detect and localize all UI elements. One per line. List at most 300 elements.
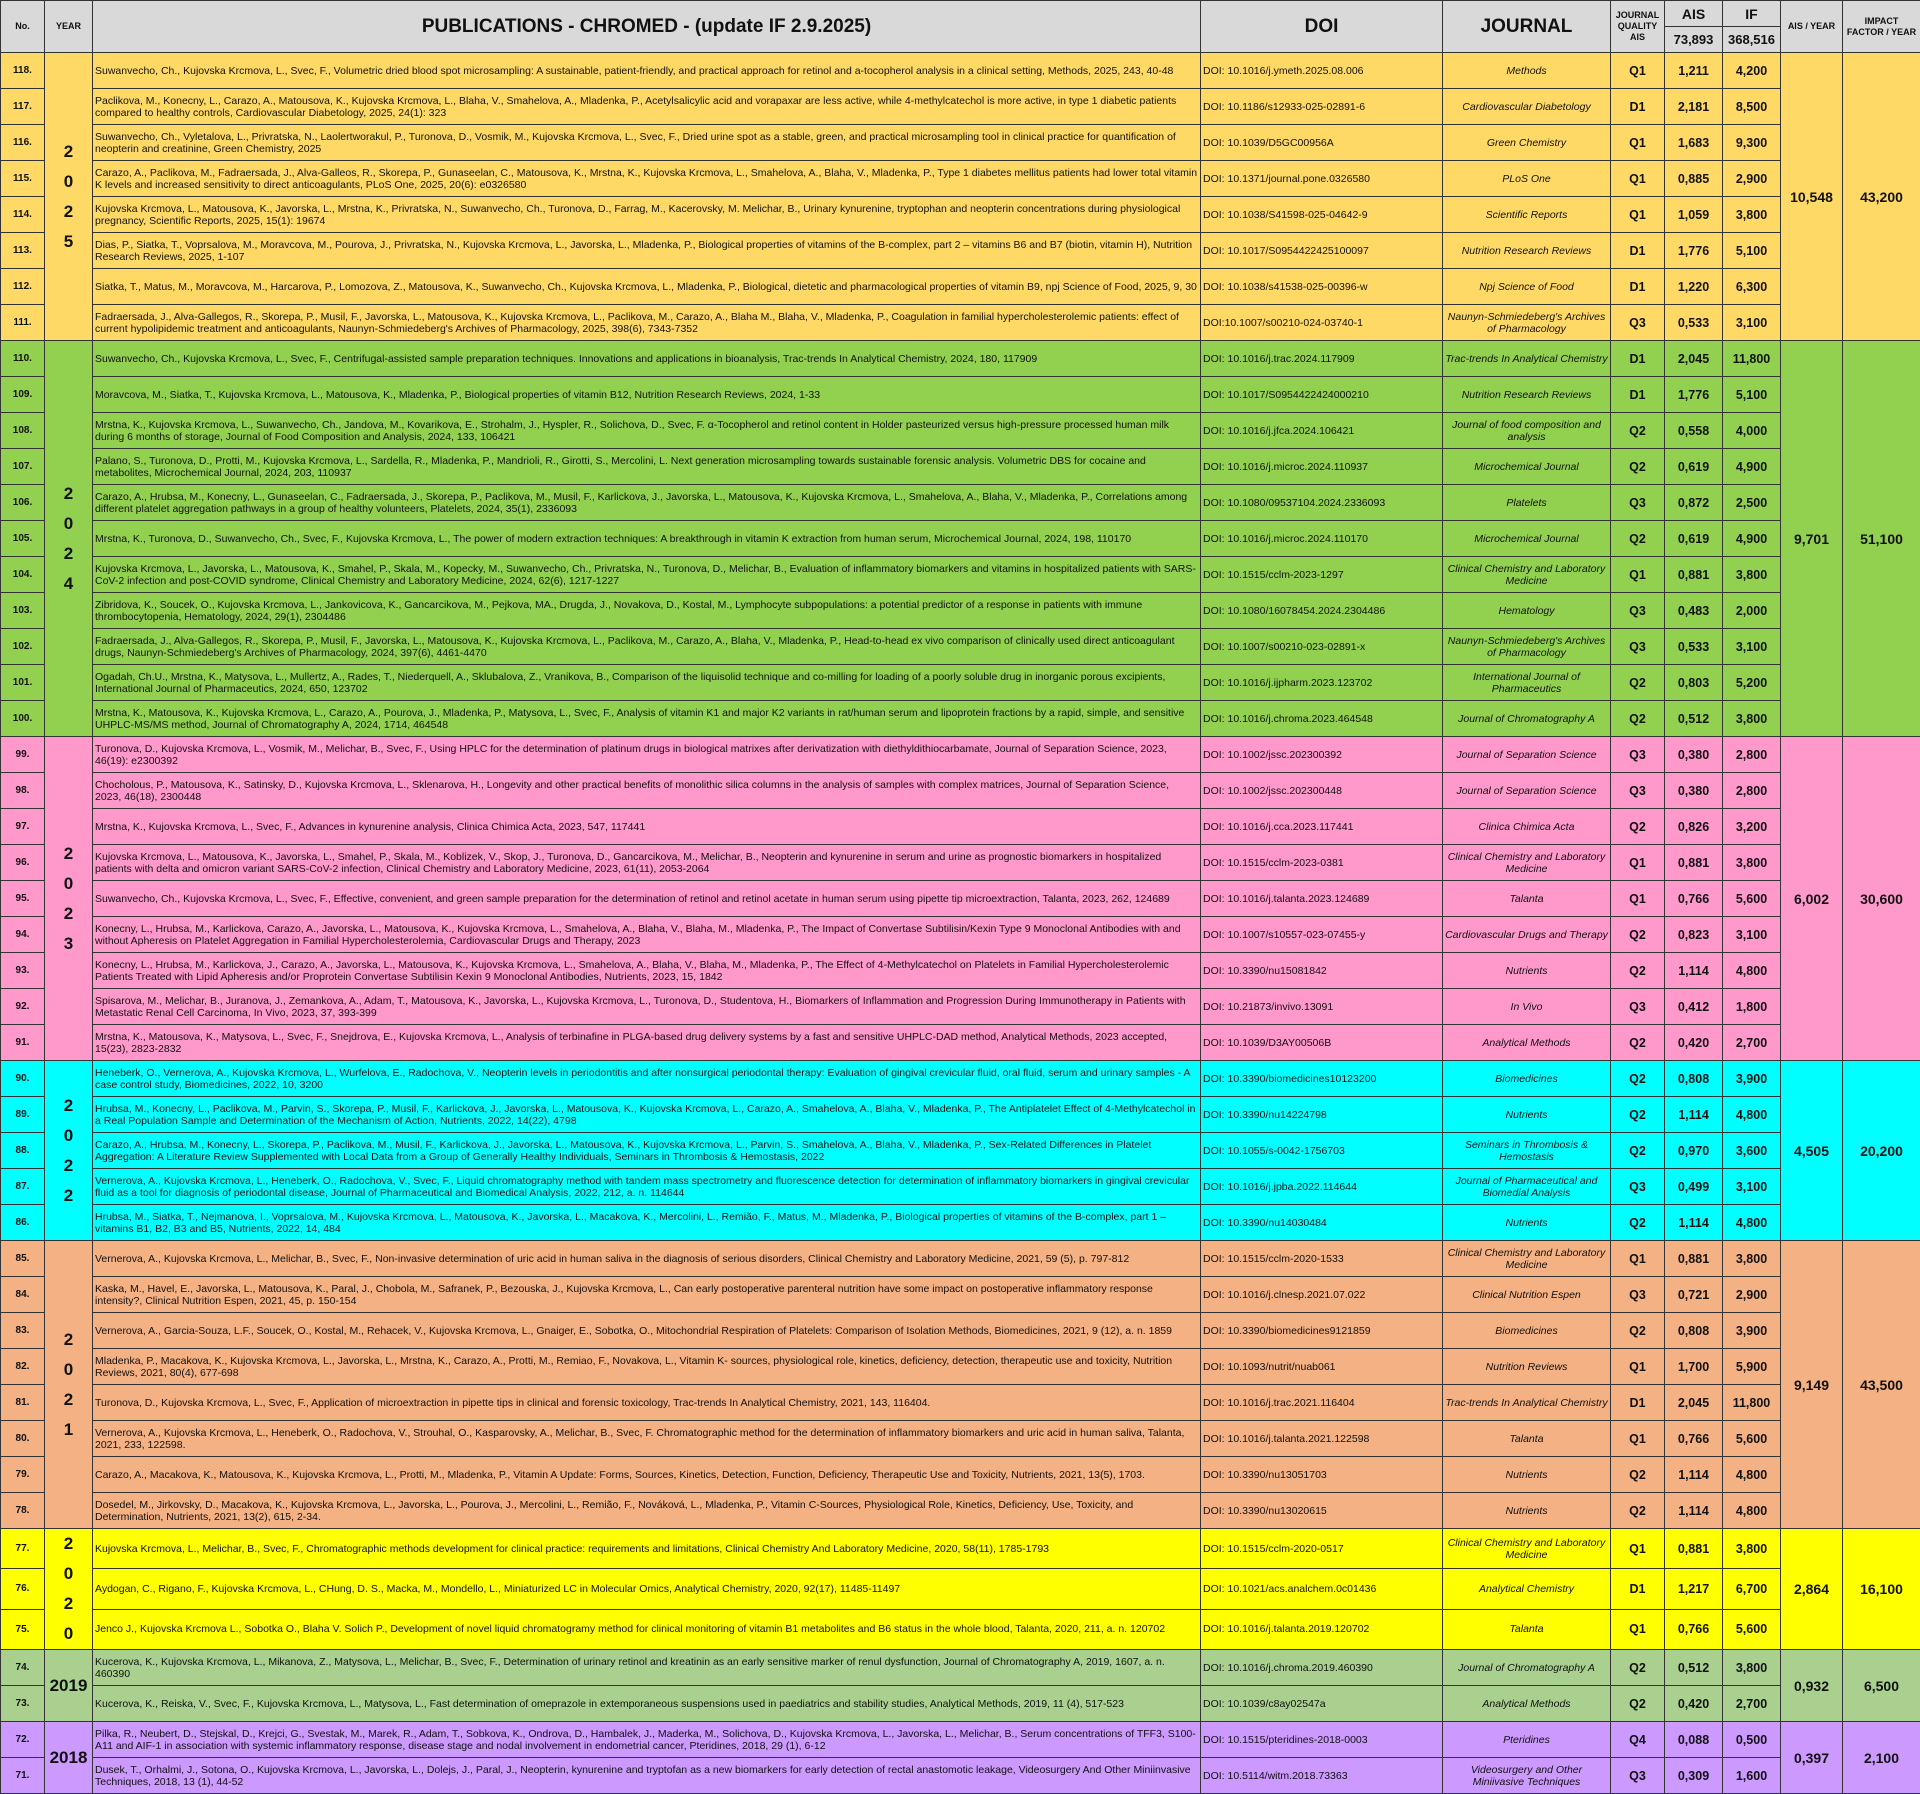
year-digit: 2 xyxy=(47,1529,90,1559)
journal-cell: Clinical Chemistry and Laboratory Medicine xyxy=(1443,557,1611,593)
publication-row xyxy=(1,629,1920,665)
doi-cell: DOI: 10.1515/cclm-2023-1297 xyxy=(1201,557,1443,593)
doi-cell: DOI: 10.1080/09537104.2024.2336093 xyxy=(1201,485,1443,521)
publication-row xyxy=(1,737,1920,773)
quality-cell: Q1 xyxy=(1611,1349,1665,1385)
publication-row xyxy=(1,233,1920,269)
publication-reference: Suwanvecho, Ch., Kujovska Krcmova, L., Svec, F., Centrifugal-assisted sample preparation techniques. Innovations and applications in bioanalysis, Trac-trends In Analytical Chemistry, 2024, 180, 117909 xyxy=(93,341,1201,377)
ais-cell: 0,512 xyxy=(1665,1650,1723,1686)
doi-cell: DOI: 10.1002/jssc.202300392 xyxy=(1201,737,1443,773)
journal-cell: Naunyn-Schmiedeberg's Archives of Pharmacology xyxy=(1443,629,1611,665)
publication-reference: Dias, P., Siatka, T., Voprsalova, M., Moravcova, M., Pourova, J., Privratska, N., Kujovska Krcmova, L., Javorska, L., Mladenka, P., Biological properties of vitamins of the B-complex, part 2 – vitamins B6 and B7 (biotin, vitamin H), Nutrition Research Reviews, 2025, 1-107 xyxy=(93,233,1201,269)
ais-cell: 0,881 xyxy=(1665,557,1723,593)
if-cell: 3,800 xyxy=(1723,1529,1781,1569)
quality-cell: D1 xyxy=(1611,341,1665,377)
publication-reference: Turonova, D., Kujovska Krcmova, L., Vosmik, M., Melichar, B., Svec, F., Using HPLC for the determination of platinum drugs in biological matrixes after derivatization with diethyldithiocarbamate, Journal of Separation Science, 2023, 46(19): e2300392 xyxy=(93,737,1201,773)
year-digit: 0 xyxy=(47,1559,90,1589)
if-cell: 3,100 xyxy=(1723,629,1781,665)
publication-row xyxy=(1,377,1920,413)
row-number: 117. xyxy=(1,89,45,125)
quality-cell: Q2 xyxy=(1611,1686,1665,1722)
publication-row xyxy=(1,269,1920,305)
row-number: 88. xyxy=(1,1133,45,1169)
doi-cell: DOI: 10.21873/invivo.13091 xyxy=(1201,989,1443,1025)
row-number: 106. xyxy=(1,485,45,521)
year-cell xyxy=(45,1722,93,1794)
publication-reference: Zibridova, K., Soucek, O., Kujovska Krcmova, L., Jankovicova, K., Gancarcikova, M., Pejkova, MA., Drugda, J., Novakova, D., Kostal, M., Lymphocyte subpopulations: a potential predictor of a response in patients with immune thrombocytopenia, Hematology, 2024, 29(1), 2304486 xyxy=(93,593,1201,629)
doi-cell: DOI: 10.3390/nu14030484 xyxy=(1201,1205,1443,1241)
year-digit: 2 xyxy=(47,1151,90,1181)
ais-per-year: 10,548 xyxy=(1781,53,1843,341)
publication-reference: Kujovska Krcmova, L., Javorska, L., Matousova, K., Smahel, P., Skala, M., Kopecky, M., Suwanvecho, Ch., Privratska, N., Turonova, D., Melichar, B., Evaluation of inflammatory biomarkers and vitamins in hospitalized patients with SARS-CoV-2 infection and post-COVID syndrome, Clinical Chemistry and Laboratory Medicine, 2024, 62(6), 1217-1227 xyxy=(93,557,1201,593)
publication-reference: Mrstna, K., Kujovska Krcmova, L., Suwanvecho, Ch., Jandova, M., Kovarikova, E., Strohalm, J., Hyspler, R., Solichova, D., Svec, F. α-Tocopherol and retinol content in Holder pasteurized versus high-pressure processed human milk during 6 months of storage, Journal of Food Composition and Analysis, 2024, 133, 106421 xyxy=(93,413,1201,449)
ais-cell: 0,721 xyxy=(1665,1277,1723,1313)
journal-cell: Biomedicines xyxy=(1443,1061,1611,1097)
impact-factor-per-year: 20,200 xyxy=(1843,1061,1920,1241)
year-digit: 2 xyxy=(47,1589,90,1619)
journal-cell: Nutrients xyxy=(1443,1457,1611,1493)
year-digit: 2 xyxy=(47,539,90,569)
publication-reference: Paclikova, M., Konecny, L., Carazo, A., Matousova, K., Kujovska Krcmova, L., Blaha, V., Smahelova, A., Mladenka, P., Acetylsalicylic acid and vorapaxar are less active, while 4-methylcatechol is more active, in type 1 diabetic patients compared to healthy controls, Cardiovascular Diabetology, 2025, 24(1): 323 xyxy=(93,89,1201,125)
year-cell xyxy=(45,1529,93,1650)
if-cell: 4,200 xyxy=(1723,53,1781,89)
if-cell: 6,300 xyxy=(1723,269,1781,305)
journal-cell: Nutrients xyxy=(1443,1493,1611,1529)
journal-cell: Nutrition Reviews xyxy=(1443,1349,1611,1385)
ais-cell: 0,823 xyxy=(1665,917,1723,953)
publication-reference: Mrstna, K., Kujovska Krcmova, L., Svec, F., Advances in kynurenine analysis, Clinica Chimica Acta, 2023, 547, 117441 xyxy=(93,809,1201,845)
if-cell: 3,800 xyxy=(1723,1241,1781,1277)
ais-cell: 1,776 xyxy=(1665,233,1723,269)
ais-cell: 0,309 xyxy=(1665,1758,1723,1794)
if-cell: 3,800 xyxy=(1723,1650,1781,1686)
if-cell: 4,800 xyxy=(1723,1493,1781,1529)
publication-row xyxy=(1,1529,1920,1569)
row-number: 103. xyxy=(1,593,45,629)
row-number: 116. xyxy=(1,125,45,161)
publication-reference: Konecny, L., Hrubsa, M., Karlickova, J., Carazo, A., Javorska, L., Matousova, K., Kujovska Krcmova, L., Smahelova, A., Blaha, V., Blaha, M., Mladenka, P., The Effect of 4-Methylcatechol on Platelets in Familial Hypercholesterolemic Patients Treated with Lipid Apheresis and/or Proprotein Convertase Subtilisin Kexin 9 Monoclonal Antibodies, Nutrients, 2023, 15, 1842 xyxy=(93,953,1201,989)
year-digit: 0 xyxy=(47,509,90,539)
publication-row xyxy=(1,1569,1920,1609)
if-cell: 2,000 xyxy=(1723,593,1781,629)
publication-row xyxy=(1,521,1920,557)
ais-cell: 2,181 xyxy=(1665,89,1723,125)
year-digit: 5 xyxy=(47,227,90,257)
ais-cell: 0,808 xyxy=(1665,1313,1723,1349)
doi-cell: DOI: 10.1016/j.chroma.2023.464548 xyxy=(1201,701,1443,737)
publication-reference: Mrstna, K., Matousova, K., Kujovska Krcmova, L., Carazo, A., Pourova, J., Mladenka, P., Matysova, L., Svec, F., Analysis of vitamin K1 and major K2 variants in rat/human serum and lipoprotein fractions by a rapid, simple, and sensitive UHPLC-MS/MS method, Journal of Chromatography A, 2024, 1714, 464548 xyxy=(93,701,1201,737)
publication-row xyxy=(1,1205,1920,1241)
if-cell: 3,900 xyxy=(1723,1061,1781,1097)
quality-cell: Q3 xyxy=(1611,629,1665,665)
ais-cell: 0,826 xyxy=(1665,809,1723,845)
year-digit: 0 xyxy=(47,1121,90,1151)
year-cell xyxy=(45,1241,93,1529)
if-cell: 9,300 xyxy=(1723,125,1781,161)
doi-cell: DOI: 10.3390/nu15081842 xyxy=(1201,953,1443,989)
publication-row xyxy=(1,1457,1920,1493)
if-cell: 4,900 xyxy=(1723,521,1781,557)
doi-cell: DOI: 10.1039/D5GC00956A xyxy=(1201,125,1443,161)
if-cell: 4,800 xyxy=(1723,953,1781,989)
publication-reference: Konecny, L., Hrubsa, M., Karlickova, Carazo, A., Javorska, L., Matousova, K., Kujovska Krcmova, L., Smahelova, A., Blaha, V., Blaha, M., Mladenka, P., The Impact of Convertase Subtilisin/Kexin Type 9 Monoclonal Antibodies with and without Apheresis on Platelet Aggregation in Familial Hypercholesterolemia, Cardiovascular Drugs and Therapy, 2023 xyxy=(93,917,1201,953)
quality-cell: D1 xyxy=(1611,89,1665,125)
row-number: 85. xyxy=(1,1241,45,1277)
quality-cell: Q2 xyxy=(1611,1650,1665,1686)
if-cell: 4,800 xyxy=(1723,1205,1781,1241)
publication-reference: Turonova, D., Kujovska Krcmova, L., Svec, F., Application of microextraction in pipette tips in clinical and forensic toxicology, Trac-trends In Analytical Chemistry, 2021, 143, 116404. xyxy=(93,1385,1201,1421)
row-number: 73. xyxy=(1,1686,45,1722)
ais-cell: 1,114 xyxy=(1665,1097,1723,1133)
publication-reference: Suwanvecho, Ch., Vyletalova, L., Privratska, N., Laolertworakul, P., Turonova, D., Vosmik, M., Kujovska Krcmova, L., Svec, F., Dried urine spot as a stable, green, and practical microsampling tool in clinical practice for quantification of neopterin and creatinine, Green Chemistry, 2025 xyxy=(93,125,1201,161)
journal-cell: International Journal of Pharmaceutics xyxy=(1443,665,1611,701)
quality-cell: Q1 xyxy=(1611,1529,1665,1569)
if-cell: 2,700 xyxy=(1723,1025,1781,1061)
ais-cell: 0,619 xyxy=(1665,521,1723,557)
if-cell: 5,100 xyxy=(1723,377,1781,413)
ais-cell: 1,114 xyxy=(1665,1457,1723,1493)
doi-cell: DOI: 10.3390/nu13051703 xyxy=(1201,1457,1443,1493)
quality-cell: D1 xyxy=(1611,269,1665,305)
row-number: 114. xyxy=(1,197,45,233)
doi-cell: DOI: 10.1016/j.jfca.2024.106421 xyxy=(1201,413,1443,449)
year-digit: 2 xyxy=(47,1181,90,1211)
publication-reference: Carazo, A., Macakova, K., Matousova, K., Kujovska Krcmova, L., Protti, M., Mladenka, P., Vitamin A Update: Forms, Sources, Kinetics, Detection, Function, Deficiency, Therapeutic Use and Toxicity, Nutrients, 2021, 13(5), 1703. xyxy=(93,1457,1201,1493)
row-number: 79. xyxy=(1,1457,45,1493)
row-number: 78. xyxy=(1,1493,45,1529)
doi-cell: DOI: 10.1016/j.talanta.2023.124689 xyxy=(1201,881,1443,917)
row-number: 118. xyxy=(1,53,45,89)
publication-row xyxy=(1,485,1920,521)
publication-reference: Heneberk, O., Vernerova, A., Kujovska Krcmova, L., Wurfelova, E., Radochova, V., Neopterin levels in periodontitis and after nonsurgical periodontal therapy: Evaluation of gingival crevicular fluid, oral fluid, serum and urinary samples - A case control study, Biomedicines, 2022, 10, 3200 xyxy=(93,1061,1201,1097)
year-digit: 0 xyxy=(47,869,90,899)
publication-row xyxy=(1,1025,1920,1061)
ais-cell: 1,683 xyxy=(1665,125,1723,161)
doi-cell: DOI: 10.3390/biomedicines9121859 xyxy=(1201,1313,1443,1349)
journal-cell: Nutrition Research Reviews xyxy=(1443,233,1611,269)
header-ais-year: AIS / YEAR xyxy=(1781,1,1843,53)
ais-cell: 2,045 xyxy=(1665,341,1723,377)
ais-cell: 0,881 xyxy=(1665,1529,1723,1569)
quality-cell: Q1 xyxy=(1611,125,1665,161)
publication-reference: Mrstna, K., Turonova, D., Suwanvecho, Ch., Svec, F., Kujovska Krcmova, L., The power of modern extraction techniques: A breakthrough in vitamin K extraction from human serum, Microchemical Journal, 2024, 198, 110170 xyxy=(93,521,1201,557)
publication-reference: Vernerova, A., Kujovska Krcmova, L., Melichar, B., Svec, F., Non-invasive determination of uric acid in human saliva in the diagnosis of serious disorders, Clinical Chemistry and Laboratory Medicine, 2021, 59 (5), p. 797-812 xyxy=(93,1241,1201,1277)
quality-cell: Q1 xyxy=(1611,197,1665,233)
journal-cell: Journal of Separation Science xyxy=(1443,773,1611,809)
journal-cell: Clinica Chimica Acta xyxy=(1443,809,1611,845)
journal-cell: Nutrients xyxy=(1443,953,1611,989)
header-if: IF xyxy=(1723,1,1781,27)
publication-reference: Ogadah, Ch.U., Mrstna, K., Matysova, L., Mullertz, A., Rades, T., Niederquell, A., Sklubalova, Z., Vranikova, B., Comparison of the liquisolid technique and co-milling for loading of a poorly soluble drug in inorganic porous excipients, International Journal of Pharmaceutics, 2024, 650, 123702 xyxy=(93,665,1201,701)
quality-cell: Q2 xyxy=(1611,953,1665,989)
publication-row xyxy=(1,413,1920,449)
doi-cell: DOI: 10.3390/nu13020615 xyxy=(1201,1493,1443,1529)
ais-cell: 0,380 xyxy=(1665,737,1723,773)
publications-body xyxy=(1,53,1920,1794)
row-number: 99. xyxy=(1,737,45,773)
row-number: 108. xyxy=(1,413,45,449)
row-number: 82. xyxy=(1,1349,45,1385)
ais-cell: 0,970 xyxy=(1665,1133,1723,1169)
publication-reference: Carazo, A., Hrubsa, M., Konecny, L., Skorepa, P., Paclikova, M., Musil, F., Karlickova, J., Javorska, L., Matousova, K., Kujovska Krcmova, L., Parvin, S., Smahelova, A., Blaha, V., Mladenka, P., Sex-Related Differences in Platelet Aggregation: A Literature Review Supplemented with Local Data from a Group of Generally Healthy Individuals, Seminars in Thrombosis & Hemostasis, 2022 xyxy=(93,1133,1201,1169)
quality-cell: Q3 xyxy=(1611,485,1665,521)
ais-cell: 0,885 xyxy=(1665,161,1723,197)
publication-row xyxy=(1,881,1920,917)
quality-cell: Q2 xyxy=(1611,413,1665,449)
doi-cell: DOI: 10.1038/s41538-025-00396-w xyxy=(1201,269,1443,305)
publication-reference: Mrstna, K., Matousova, K., Matysova, L., Svec, F., Snejdrova, E., Kujovska Krcmova, L., Analysis of terbinafine in PLGA-based drug delivery systems by a fast and sensitive UHPLC-DAD method, Analytical Methods, 2023 accepted, 15(23), 2823-2832 xyxy=(93,1025,1201,1061)
journal-cell: Biomedicines xyxy=(1443,1313,1611,1349)
doi-cell: DOI: 10.1016/j.chroma.2019.460390 xyxy=(1201,1650,1443,1686)
ais-cell: 0,512 xyxy=(1665,701,1723,737)
row-number: 90. xyxy=(1,1061,45,1097)
row-number: 76. xyxy=(1,1569,45,1609)
ais-cell: 0,483 xyxy=(1665,593,1723,629)
publication-row xyxy=(1,917,1920,953)
publication-reference: Siatka, T., Matus, M., Moravcova, M., Harcarova, P., Lomozova, Z., Matousova, K., Suwanvecho, Ch., Kujovska Krcmova, L., Mladenka, P., Biological, dietetic and pharmacological properties of vitamin B9, npj Science of Food, 2025, 9, 30 xyxy=(93,269,1201,305)
ais-cell: 1,217 xyxy=(1665,1569,1723,1609)
publication-reference: Vernerova, A., Kujovska Krcmova, L., Heneberk, O., Radochova, V., Svec, F., Liquid chromatography method with tandem mass spectrometry and fluorescence detection for determination of inflammatory biomarkers in gingival crevicular fluid as a tool for diagnosis of periodontal disease, Journal of Pharmaceutical and Biomedical Analysis, 2022, 212, a. n. 114644 xyxy=(93,1169,1201,1205)
if-cell: 8,500 xyxy=(1723,89,1781,125)
if-cell: 5,900 xyxy=(1723,1349,1781,1385)
publication-row xyxy=(1,845,1920,881)
ais-per-year: 6,002 xyxy=(1781,737,1843,1061)
header-year: YEAR xyxy=(45,1,93,53)
publication-reference: Palano, S., Turonova, D., Protti, M., Kujovska Krcmova, L., Sardella, R., Mladenka, P., Mandrioli, R., Girotti, S., Mercolini, L. Next generation microsampling towards sustainable forensic analysis. Volumetric DBS for cocaine and metabolites, Microchemical Journal, 2024, 203, 110937 xyxy=(93,449,1201,485)
journal-cell: Npj Science of Food xyxy=(1443,269,1611,305)
publication-reference: Hrubsa, M., Siatka, T., Nejmanova, I., Voprsalova, M., Kujovska Krcmova, L., Matousova, K., Javorska, L., Macakova, K., Mercolini, L., Remião, F., Matus, M., Mladenka, P., Biological properties of vitamins of the B-complex, part 1 – vitamins B1, B2, B3 and B5, Nutrients, 2022, 14, 484 xyxy=(93,1205,1201,1241)
year-digit: 0 xyxy=(47,1355,90,1385)
publication-row xyxy=(1,125,1920,161)
publication-reference: Mladenka, P., Macakova, K., Kujovska Krcmova, L., Javorska, L., Mrstna, K., Carazo, A., Protti, M., Remiao, F., Novakova, L., Vitamin K- sources, physiological role, kinetics, deficiency, detection, therapeutic use and toxicity, Nutrition Reviews, 2021, 80(4), 677-698 xyxy=(93,1349,1201,1385)
doi-cell: DOI: 10.1017/S0954422425100097 xyxy=(1201,233,1443,269)
quality-cell: Q3 xyxy=(1611,305,1665,341)
journal-cell: Journal of Chromatography A xyxy=(1443,701,1611,737)
if-cell: 3,900 xyxy=(1723,1313,1781,1349)
if-cell: 11,800 xyxy=(1723,1385,1781,1421)
doi-cell: DOI: 10.1016/j.clnesp.2021.07.022 xyxy=(1201,1277,1443,1313)
doi-cell: DOI: 10.1002/jssc.202300448 xyxy=(1201,773,1443,809)
journal-cell: Hematology xyxy=(1443,593,1611,629)
if-cell: 11,800 xyxy=(1723,341,1781,377)
publication-row xyxy=(1,1385,1920,1421)
publication-reference: Dusek, T., Orhalmi, J., Sotona, O., Kujovska Krcmova, L., Javorska, L., Dolejs, J., Paral, J., Neopterin, kynurenine and tryptofan as a new biomarkers for early detection of rectal anastomotic leakage, Videosurgery And Other Miniinvasive Techniques, 2018, 13 (1), 44-52 xyxy=(93,1758,1201,1794)
quality-cell: Q2 xyxy=(1611,809,1665,845)
row-number: 96. xyxy=(1,845,45,881)
journal-cell: Clinical Chemistry and Laboratory Medicine xyxy=(1443,1241,1611,1277)
ais-cell: 0,872 xyxy=(1665,485,1723,521)
year-cell xyxy=(45,341,93,737)
if-cell: 6,700 xyxy=(1723,1569,1781,1609)
if-cell: 2,800 xyxy=(1723,773,1781,809)
if-cell: 3,600 xyxy=(1723,1133,1781,1169)
publication-row xyxy=(1,1061,1920,1097)
row-number: 75. xyxy=(1,1609,45,1649)
doi-cell: DOI: 10.1021/acs.analchem.0c01436 xyxy=(1201,1569,1443,1609)
publication-row xyxy=(1,1493,1920,1529)
header-impact-year: IMPACT FACTOR / YEAR xyxy=(1843,1,1920,53)
quality-cell: Q4 xyxy=(1611,1722,1665,1758)
row-number: 113. xyxy=(1,233,45,269)
publication-reference: Carazo, A., Hrubsa, M., Konecny, L., Gunaseelan, C., Fadraersada, J., Skorepa, P., Paclikova, M., Musil, F., Karlickova, J., Javorska, L., Matousova, K., Kujovska Krcmova, L., Smahelova, A., Blaha, V., Mladenka, P., Correlations among different platelet aggregation pathways in a group of healthy volunteers, Platelets, 2024, 35(1), 2336093 xyxy=(93,485,1201,521)
year-digit: 4 xyxy=(47,569,90,599)
row-number: 80. xyxy=(1,1421,45,1457)
journal-cell: Microchemical Journal xyxy=(1443,449,1611,485)
ais-per-year: 0,397 xyxy=(1781,1722,1843,1794)
if-cell: 4,900 xyxy=(1723,449,1781,485)
ais-cell: 0,766 xyxy=(1665,1421,1723,1457)
if-cell: 5,600 xyxy=(1723,881,1781,917)
impact-factor-per-year: 16,100 xyxy=(1843,1529,1920,1650)
year-digit: 2 xyxy=(47,839,90,869)
if-cell: 1,600 xyxy=(1723,1758,1781,1794)
ais-cell: 0,499 xyxy=(1665,1169,1723,1205)
doi-cell: DOI: 10.1515/cclm-2023-0381 xyxy=(1201,845,1443,881)
if-cell: 4,000 xyxy=(1723,413,1781,449)
journal-cell: Platelets xyxy=(1443,485,1611,521)
publication-row xyxy=(1,989,1920,1025)
publication-reference: Vernerova, A., Garcia-Souza, L.F., Soucek, O., Kostal, M., Rehacek, V., Kujovska Krcmova, L., Gnaiger, E., Sobotka, O., Mitochondrial Respiration of Platelets: Comparison of Isolation Methods, Biomedicines, 2021, 9 (12), a. n. 1859 xyxy=(93,1313,1201,1349)
doi-cell: DOI: 10.1016/j.trac.2021.116404 xyxy=(1201,1385,1443,1421)
quality-cell: Q2 xyxy=(1611,449,1665,485)
doi-cell: DOI: 10.1186/s12933-025-02891-6 xyxy=(1201,89,1443,125)
journal-cell: Videosurgery and Other Miniivasive Techniques xyxy=(1443,1758,1611,1794)
header-if-total: 368,516 xyxy=(1723,27,1781,53)
doi-cell: DOI: 10.1515/cclm-2020-0517 xyxy=(1201,1529,1443,1569)
doi-cell: DOI: 10.1016/j.cca.2023.117441 xyxy=(1201,809,1443,845)
doi-cell: DOI: 10.1016/j.ijpharm.2023.123702 xyxy=(1201,665,1443,701)
if-cell: 5,600 xyxy=(1723,1421,1781,1457)
doi-cell: DOI: 10.1016/j.talanta.2021.122598 xyxy=(1201,1421,1443,1457)
quality-cell: Q3 xyxy=(1611,593,1665,629)
row-number: 87. xyxy=(1,1169,45,1205)
quality-cell: Q2 xyxy=(1611,1025,1665,1061)
ais-cell: 2,045 xyxy=(1665,1385,1723,1421)
doi-cell: DOI: 10.1515/cclm-2020-1533 xyxy=(1201,1241,1443,1277)
row-number: 104. xyxy=(1,557,45,593)
publication-row xyxy=(1,1133,1920,1169)
impact-factor-per-year: 43,500 xyxy=(1843,1241,1920,1529)
quality-cell: Q3 xyxy=(1611,1758,1665,1794)
row-number: 91. xyxy=(1,1025,45,1061)
row-number: 110. xyxy=(1,341,45,377)
year-cell xyxy=(45,737,93,1061)
doi-cell: DOI: 10.1080/16078454.2024.2304486 xyxy=(1201,593,1443,629)
journal-cell: Nutrients xyxy=(1443,1205,1611,1241)
publication-row xyxy=(1,953,1920,989)
if-cell: 2,500 xyxy=(1723,485,1781,521)
publication-row xyxy=(1,449,1920,485)
ais-cell: 0,766 xyxy=(1665,1609,1723,1649)
quality-cell: Q1 xyxy=(1611,1609,1665,1649)
if-cell: 4,800 xyxy=(1723,1457,1781,1493)
publication-row xyxy=(1,1722,1920,1758)
journal-cell: Analytical Methods xyxy=(1443,1025,1611,1061)
doi-cell: DOI: 10.1093/nutrit/nuab061 xyxy=(1201,1349,1443,1385)
doi-cell: DOI:10.1007/s00210-024-03740-1 xyxy=(1201,305,1443,341)
header-ais: AIS xyxy=(1665,1,1723,27)
journal-cell: Trac-trends In Analytical Chemistry xyxy=(1443,1385,1611,1421)
publication-reference: Carazo, A., Paclikova, M., Fadraersada, J., Alva-Galleos, R., Skorepa, P., Gunaseelan, C., Matousova, K., Mrstna, K., Kujovska Krcmova, L., Smahelova, A., Blaha, V., Mladenka, P., Type 1 diabetes mellitus patients had lower total vitamin K levels and increased sensitivity to direct anticoagulants, PLoS One, 2025, 20(6): e0326580 xyxy=(93,161,1201,197)
quality-cell: D1 xyxy=(1611,377,1665,413)
doi-cell: DOI: 10.1515/pteridines-2018-0003 xyxy=(1201,1722,1443,1758)
row-number: 109. xyxy=(1,377,45,413)
row-number: 94. xyxy=(1,917,45,953)
if-cell: 2,800 xyxy=(1723,737,1781,773)
journal-cell: Pteridines xyxy=(1443,1722,1611,1758)
impact-factor-per-year: 2,100 xyxy=(1843,1722,1920,1794)
ais-cell: 0,088 xyxy=(1665,1722,1723,1758)
quality-cell: Q2 xyxy=(1611,665,1665,701)
row-number: 72. xyxy=(1,1722,45,1758)
publication-reference: Hrubsa, M., Konecny, L., Paclikova, M., Parvin, S., Skorepa, P., Musil, F., Karlickova, J., Javorska, L., Matousova, K., Kujovska Krcmova, L., Carazo, A., Smahelova, A., Blaha, V., Mladenka, P., The Antiplatelet Effect of 4-Methylcatechol in a Real Population Sample and Determination of the Mechanism of Action, Nutrients, 2022, 14(22), 4798 xyxy=(93,1097,1201,1133)
journal-cell: In Vivo xyxy=(1443,989,1611,1025)
year-digit: 2 xyxy=(47,899,90,929)
if-cell: 5,100 xyxy=(1723,233,1781,269)
ais-cell: 0,766 xyxy=(1665,881,1723,917)
quality-cell: Q3 xyxy=(1611,1277,1665,1313)
publication-reference: Spisarova, M., Melichar, B., Juranova, J., Zemankova, A., Adam, T., Matousova, K., Javorska, L., Kujovska Krcmova, L., Turonova, D., Studentova, H., Biomarkers of Inflammation and Progression During Immunotherapy in Patients with Metastatic Renal Cell Carcinoma, In Vivo, 2023, 37, 393-399 xyxy=(93,989,1201,1025)
quality-cell: Q3 xyxy=(1611,737,1665,773)
year-cell xyxy=(45,1061,93,1241)
quality-cell: D1 xyxy=(1611,1385,1665,1421)
quality-cell: Q2 xyxy=(1611,1493,1665,1529)
ais-per-year: 4,505 xyxy=(1781,1061,1843,1241)
publication-reference: Dosedel, M., Jirkovsky, D., Macakova, K., Kujovska Krcmova, L., Javorska, L., Pourova, J., Mercolini, L., Remião, F., Nováková, L., Mladenka, P., Vitamin C-Sources, Physiological Role, Kinetics, Deficiency, Use, Toxicity, and Determination, Nutrients, 2021, 13(2), 615, 2-34. xyxy=(93,1493,1201,1529)
journal-cell: Journal of Pharmaceutical and Biomedial Analysis xyxy=(1443,1169,1611,1205)
publication-reference: Suwanvecho, Ch., Kujovska Krcmova, L., Svec, F., Effective, convenient, and green sample preparation for the determination of retinol and retinol acetate in human serum using pipette tip microextraction, Talanta, 2023, 262, 124689 xyxy=(93,881,1201,917)
ais-cell: 0,619 xyxy=(1665,449,1723,485)
quality-cell: Q3 xyxy=(1611,1169,1665,1205)
row-number: 115. xyxy=(1,161,45,197)
journal-cell: Cardiovascular Diabetology xyxy=(1443,89,1611,125)
publication-row xyxy=(1,1609,1920,1649)
publication-reference: Kucerova, K., Kujovska Krcmova, L., Mikanova, Z., Matysova, L., Melichar, B., Svec, F., Determination of urinary retinol and kreatinin as an early sensitive marker of renul dysfunction, Journal of Chromatography A, 2019, 1607, a. n. 460390 xyxy=(93,1650,1201,1686)
row-number: 95. xyxy=(1,881,45,917)
publication-reference: Kujovska Krcmova, L., Melichar, B., Svec, F., Chromatographic methods development for clinical practice: requirements and limitations, Clinical Chemistry And Laboratory Medicine, 2020, 58(11), 1785-1793 xyxy=(93,1529,1201,1569)
quality-cell: D1 xyxy=(1611,233,1665,269)
row-number: 101. xyxy=(1,665,45,701)
if-cell: 5,200 xyxy=(1723,665,1781,701)
doi-cell: DOI: 10.1007/s00210-023-02891-x xyxy=(1201,629,1443,665)
row-number: 89. xyxy=(1,1097,45,1133)
ais-cell: 0,881 xyxy=(1665,845,1723,881)
publication-reference: Kujovska Krcmova, L., Matousova, K., Javorska, L., Smahel, P., Skala, M., Koblizek, V., Skop, J., Turonova, D., Gancarcikova, M., Melichar, B., Neopterin and kynurenine in serum and urine as prognostic biomarkers in hospitalized patients with delta and omicron variant SARS-CoV-2 infection, Clinical Chemistry and Laboratory Medicine, 2023, 61(11), 2053-2064 xyxy=(93,845,1201,881)
publication-row xyxy=(1,305,1920,341)
year-digit: 2 xyxy=(47,1325,90,1355)
publication-reference: Pilka, R., Neubert, D., Stejskal, D., Krejci, G., Svestak, M., Marek, R., Adam, T., Sobkova, K., Ondrova, D., Hambalek, J., Maderka, M., Solichova, D., Kujovska Krcmova, L., Javorska, L., Melichar, B., Serum concentrations of TFF3, S100-A11 and AIF-1 in association with systemic inflammatory response, disease stage and nodal involvement in endometrial cancer, Pteridines, 2018, 29 (1), 6-12 xyxy=(93,1722,1201,1758)
publication-row xyxy=(1,161,1920,197)
publication-reference: Fadraersada, J., Alva-Gallegos, R., Skorepa, P., Musil, F., Javorska, L., Matousova, K., Kujovska Krcmova, L., Paclikova, M., Carazo, A., Blaha M., Blaha, V., Mladenka, P., Coagulation in familial hypercholesterolemic patients: effect of current hypolipidemic treatment and anticoagulants, Naunyn-Schmiedeberg's Archives of Pharmacology, 2025, 398(6), 7343-7352 xyxy=(93,305,1201,341)
publication-row xyxy=(1,197,1920,233)
doi-cell: DOI: 10.1371/journal.pone.0326580 xyxy=(1201,161,1443,197)
row-number: 84. xyxy=(1,1277,45,1313)
ais-cell: 0,380 xyxy=(1665,773,1723,809)
doi-cell: DOI: 10.1055/s-0042-1756703 xyxy=(1201,1133,1443,1169)
journal-cell: Talanta xyxy=(1443,1609,1611,1649)
ais-cell: 0,533 xyxy=(1665,305,1723,341)
ais-cell: 1,700 xyxy=(1665,1349,1723,1385)
quality-cell: Q1 xyxy=(1611,881,1665,917)
year-digit: 0 xyxy=(47,167,90,197)
ais-cell: 1,114 xyxy=(1665,1493,1723,1529)
header-no: No. xyxy=(1,1,45,53)
ais-cell: 0,808 xyxy=(1665,1061,1723,1097)
quality-cell: Q1 xyxy=(1611,557,1665,593)
row-number: 92. xyxy=(1,989,45,1025)
row-number: 107. xyxy=(1,449,45,485)
doi-cell: DOI: 10.1016/j.talanta.2019.120702 xyxy=(1201,1609,1443,1649)
